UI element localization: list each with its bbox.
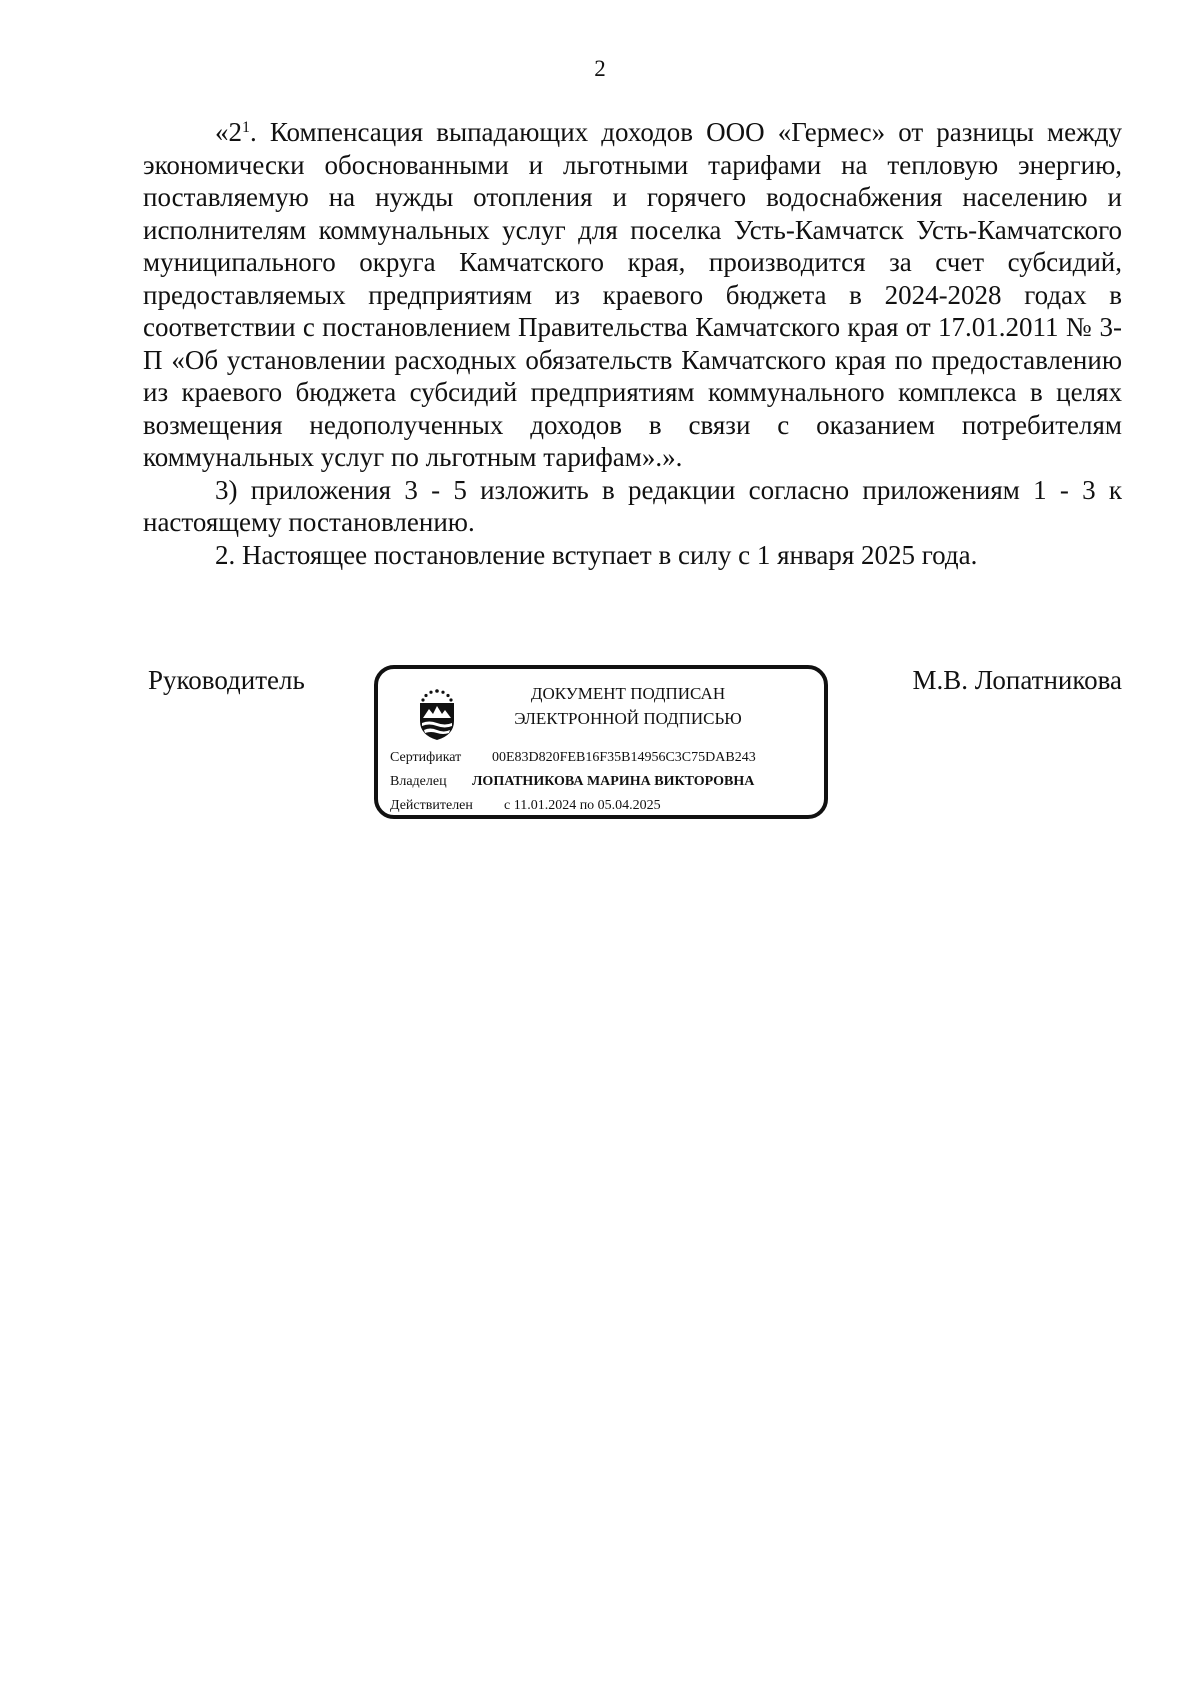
certificate-value: 00E83D820FEB16F35B14956C3C75DAB243: [492, 750, 756, 765]
paragraph-compensation: [143, 116, 1122, 474]
stamp-title-line2: ЭЛЕКТРОННОЙ ПОДПИСЬЮ: [514, 709, 742, 728]
owner-value: ЛОПАТНИКОВА МАРИНА ВИКТОРОВНА: [472, 774, 755, 789]
validity-value: с 11.01.2024 по 05.04.2025: [504, 798, 661, 813]
paragraph-appendices: 3) приложения 3 - 5 изложить в редакции согласно приложениям 1 - 3 к настоящему постановлению.: [143, 474, 1122, 537]
stamp-title-line1: ДОКУМЕНТ ПОДПИСАН: [530, 684, 726, 703]
owner-label: Владелец: [390, 774, 447, 789]
paragraph-effective-date: 2. Настоящее постановление вступает в силу с 1 января 2025 года.: [215, 539, 978, 570]
certificate-label: Сертификат: [390, 750, 462, 765]
electronic-signature-stamp: [374, 665, 828, 819]
paragraph-compensation-opening: «2: [215, 117, 242, 147]
signatory-name: М.В. Лопатникова: [912, 665, 1122, 695]
signatory-position: Руководитель: [148, 665, 305, 695]
stamp-validity-row: [390, 797, 661, 815]
validity-label: Действителен: [390, 798, 473, 813]
stamp-owner-row: [390, 773, 754, 791]
paragraph-compensation-superscript: 1: [242, 119, 250, 136]
stamp-header: [468, 681, 788, 731]
stamp-certificate-row: [390, 749, 756, 767]
document-body: [143, 116, 1122, 571]
page-number: 2: [594, 56, 606, 81]
kamchatka-coat-of-arms-icon: [414, 687, 460, 741]
paragraph-compensation-text: . Компенсация выпадающих доходов ООО «Гермес» от разницы между экономически обоснованными и льготными тарифами на тепловую энергию, поставляемую на нужды отопления и горячего водоснабжения населению и исполнителям коммунальных услуг для поселка Усть-Камчатск Усть-Камчатского муниципального округа Камчатского края, производится за счет субсидий, предоставляемых предприятиям из краевого бюджета в 2024-2028 годах в соответствии с постановлением Правительства Камчатского края от 17.01.2011 № 3-П «Об установлении расходных обязательств Камчатского края по предоставлению из краевого бюджета субсидий предприятиям коммунального комплекса в целях возмещения недополученных доходов в связи с оказанием потребителям коммунальных услуг по льготным тарифам».».: [143, 117, 1122, 472]
